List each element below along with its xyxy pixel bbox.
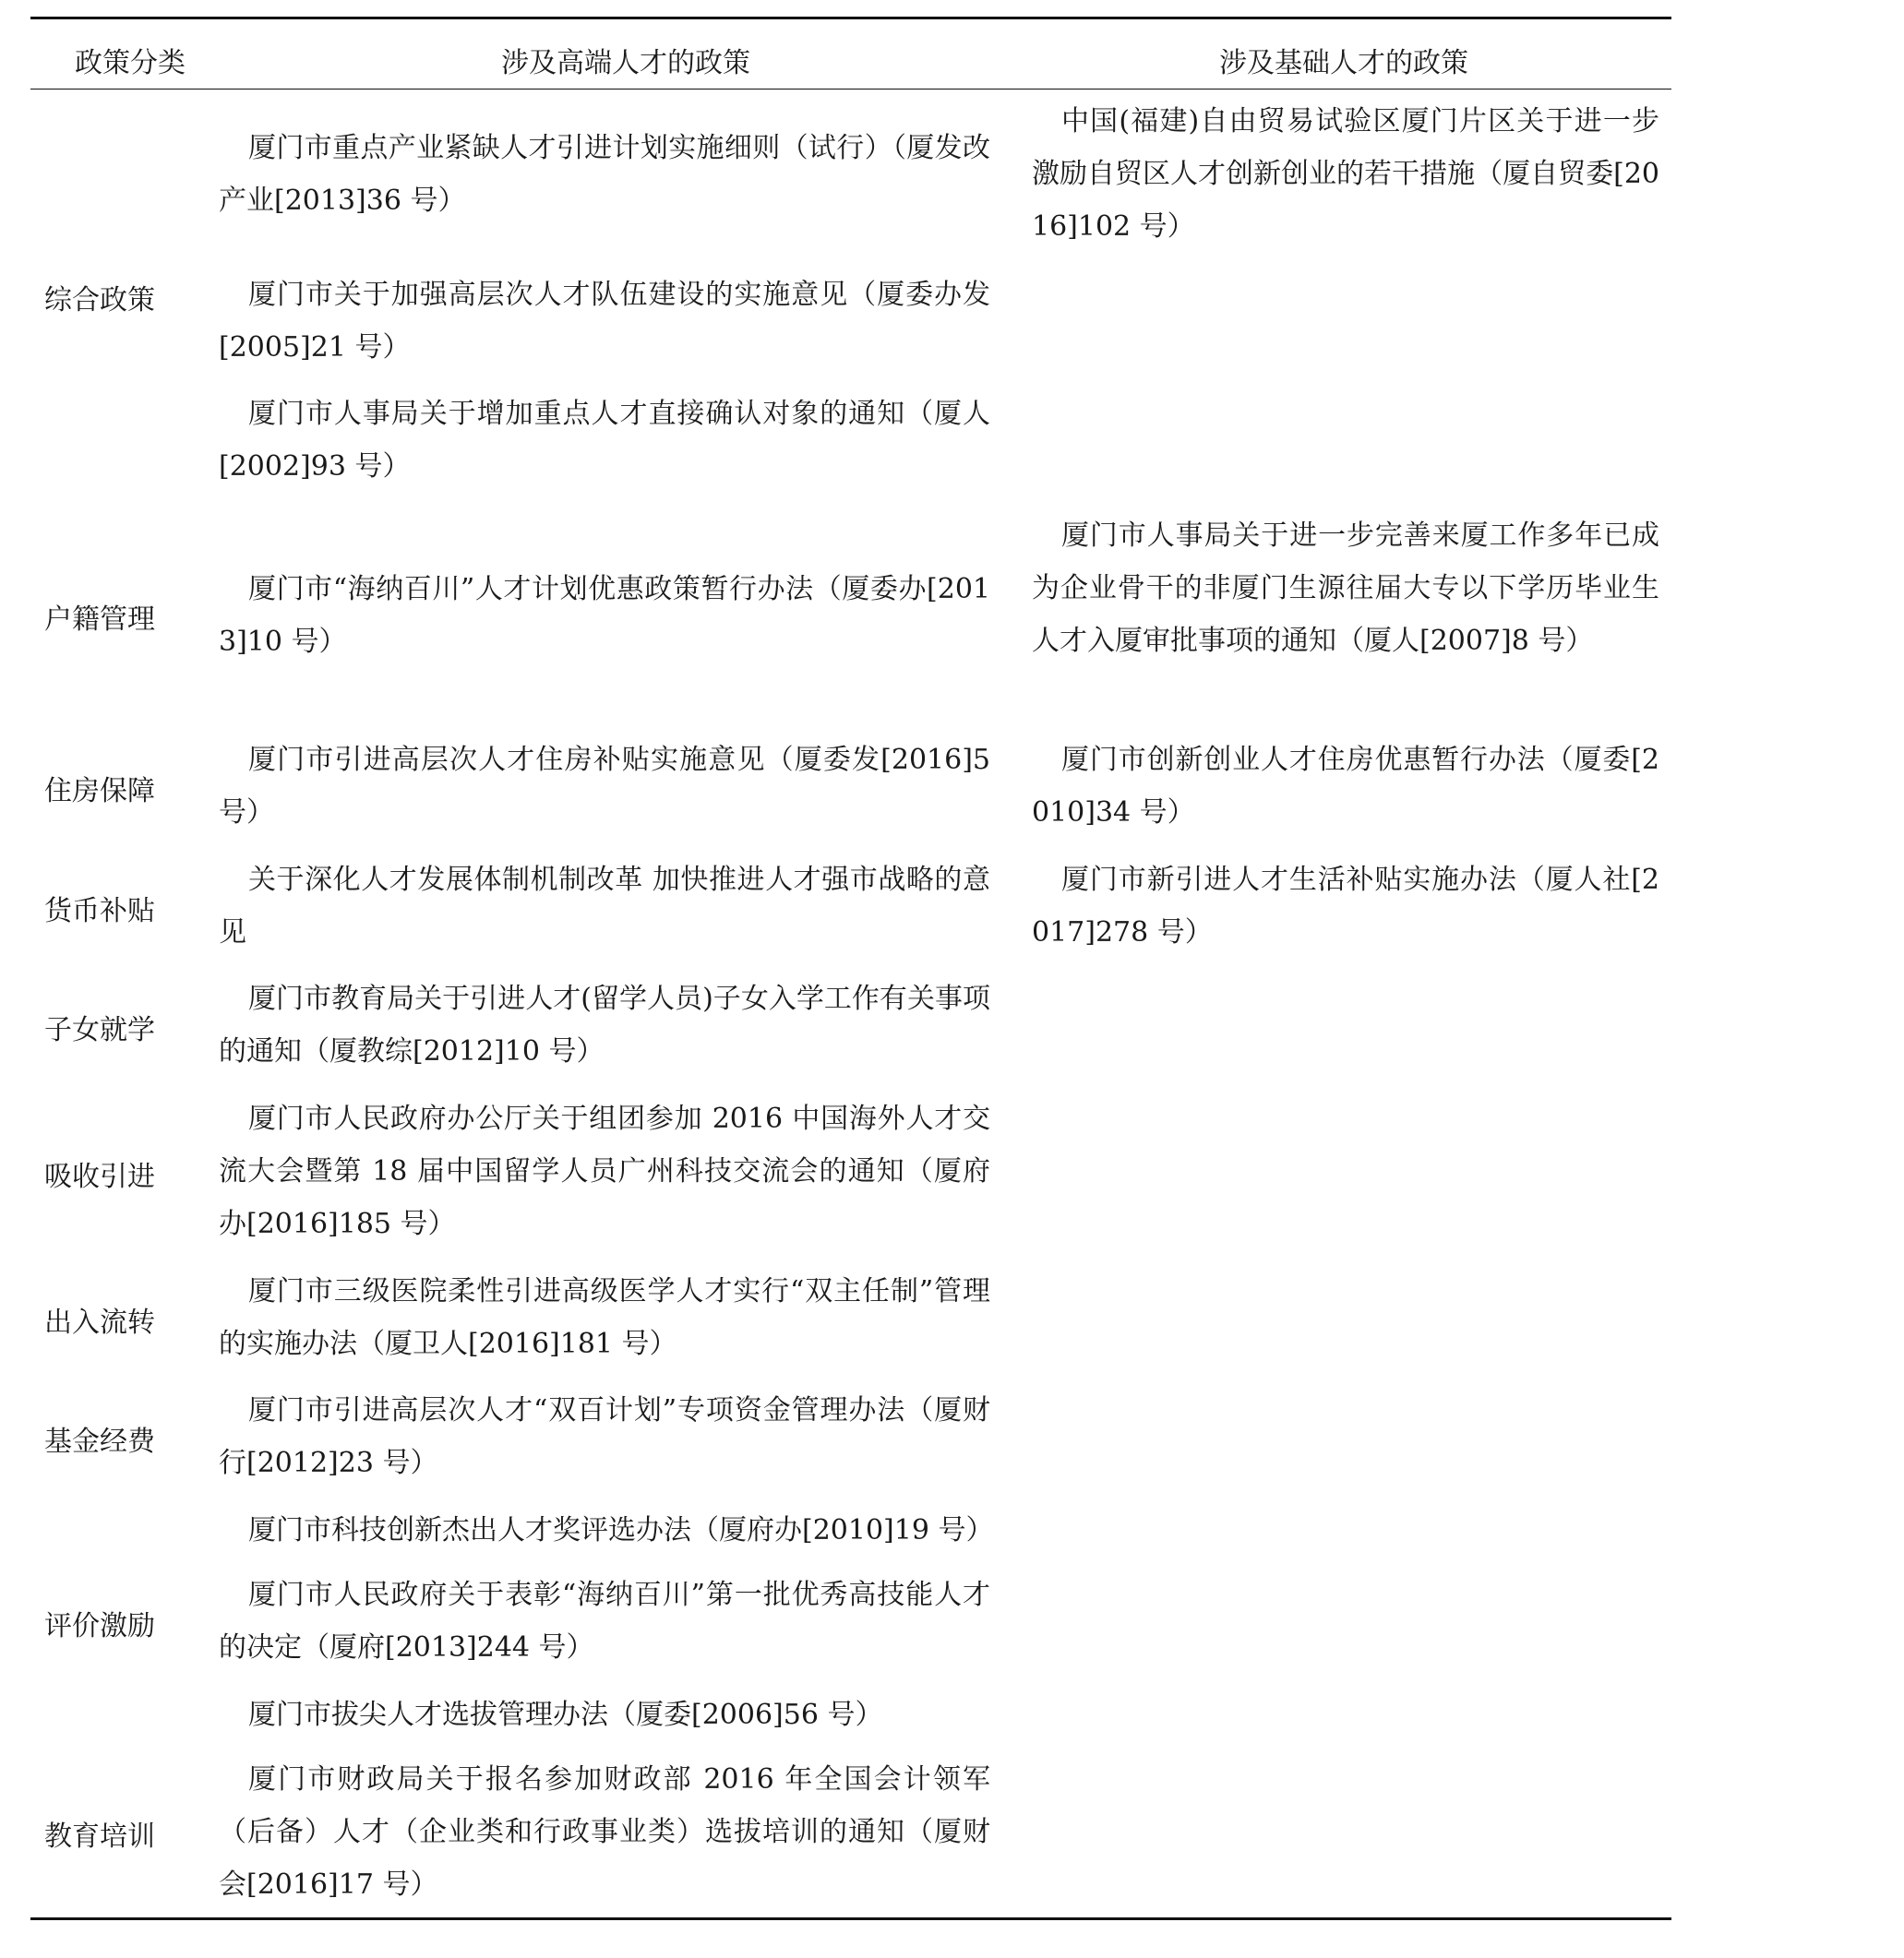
high-end-policy: 厦门市引进高层次人才住房补贴实施意见（厦委发[2016]5 号） [219,744,990,829]
table-bottom-rule [30,1917,1671,1920]
header-category: 政策分类 [75,47,186,79]
table-header [30,19,1671,90]
high-end-policy: 厦门市教育局关于引进人才(留学人员)子女入学工作有关事项的通知（厦教综[2012]10 号） [219,983,990,1068]
category-cell: 评价激励 [44,1610,155,1642]
basic-policy: 厦门市新引进人才生活补贴实施办法（厦人社[2017]278 号） [1032,864,1659,949]
policy-table [30,17,1671,90]
high-end-policy: 厦门市三级医院柔性引进高级医学人才实行“双主任制”管理的实施办法（厦卫人[2016]181 号） [219,1275,990,1360]
high-end-policy: 厦门市“海纳百川”人才计划优惠政策暂行办法（厦委办[2013]10 号） [219,573,990,658]
basic-policy: 厦门市人事局关于进一步完善来厦工作多年已成为企业骨干的非厦门生源往届大专以下学历毕业生人才入厦审批事项的通知（厦人[2007]8 号） [1032,519,1659,657]
high-end-policy: 厦门市人民政府关于表彰“海纳百川”第一批优秀高技能人才的决定（厦府[2013]244 号） [219,1579,990,1664]
category-cell: 吸收引进 [44,1161,155,1193]
high-end-policy: 厦门市人事局关于增加重点人才直接确认对象的通知（厦人[2002]93 号） [219,398,990,483]
basic-policy: 中国(福建)自由贸易试验区厦门片区关于进一步激励自贸区人才创新创业的若干措施（厦自贸委[2016]102 号） [1032,105,1659,243]
high-end-policy: 厦门市重点产业紧缺人才引进计划实施细则（试行）（厦发改产业[2013]36 号） [219,132,990,217]
high-end-policy: 厦门市关于加强高层次人才队伍建设的实施意见（厦委办发[2005]21 号） [219,279,990,364]
high-end-policy: 关于深化人才发展体制机制改革 加快推进人才强市战略的意见 [219,864,990,949]
header-basic: 涉及基础人才的政策 [1219,47,1468,79]
category-cell: 户籍管理 [44,603,155,636]
high-end-policy: 厦门市拔尖人才选拔管理办法（厦委[2006]56 号） [248,1699,883,1731]
category-cell: 货币补贴 [44,895,155,927]
category-cell: 基金经费 [44,1426,155,1458]
basic-policy: 厦门市创新创业人才住房优惠暂行办法（厦委[2010]34 号） [1032,744,1659,829]
high-end-policy: 厦门市科技创新杰出人才奖评选办法（厦府办[2010]19 号） [248,1514,994,1546]
high-end-policy: 厦门市财政局关于报名参加财政部 2016 年全国会计领军（后备）人才（企业类和行政事业类）选拔培训的通知（厦财会[2016]17 号） [219,1763,990,1901]
high-end-policy: 厦门市引进高层次人才“双百计划”专项资金管理办法（厦财行[2012]23 号） [219,1394,990,1479]
high-end-policy: 厦门市人民政府办公厅关于组团参加 2016 中国海外人才交流大会暨第 18 届中国留学人员广州科技交流会的通知（厦府办[2016]185 号） [219,1103,990,1240]
category-cell: 住房保障 [44,775,155,807]
category-cell: 教育培训 [44,1821,155,1853]
header-high-end: 涉及高端人才的政策 [501,47,750,79]
category-cell: 出入流转 [44,1307,155,1339]
category-cell: 综合政策 [44,284,155,316]
category-cell: 子女就学 [44,1014,155,1046]
